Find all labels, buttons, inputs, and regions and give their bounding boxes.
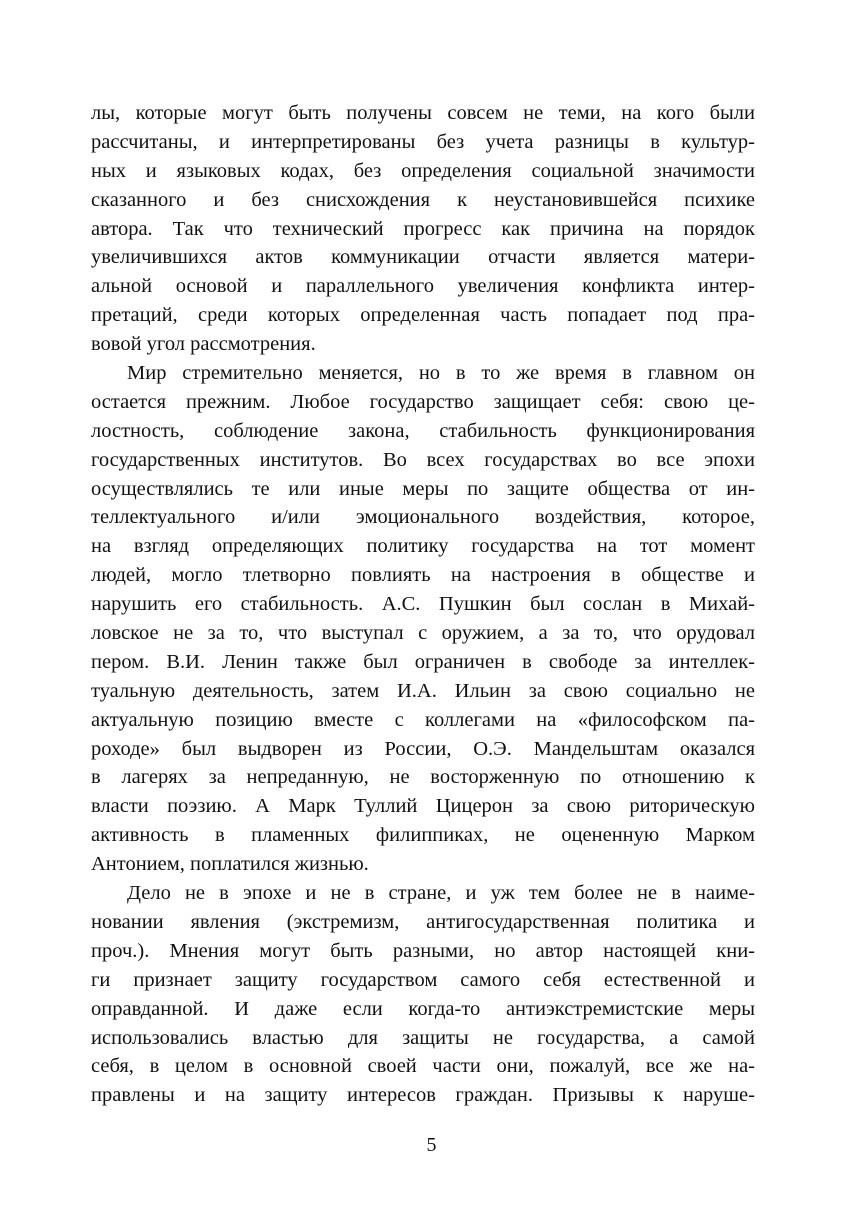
text-line: нарушить его стабильность. А.С. Пушкин был сослан в Михай- (91, 593, 755, 616)
text-line: осуществлялись те или иные меры по защите общества от ин- (91, 477, 755, 500)
text-line: ловское не за то, что выступал с оружием, а за то, что орудовал (91, 622, 755, 645)
text-line: использовались властью для защиты не государства, а самой (91, 1026, 755, 1049)
text-line: альной основой и параллельного увеличения конфликта интер- (91, 275, 755, 298)
text-line-paragraph-end: Антонием, поплатился жизнью. (91, 853, 369, 876)
text-line: туальную деятельность, затем И.А. Ильин за свою социально не (91, 679, 755, 702)
text-line: теллектуального и/или эмоционального воздействия, которое, (91, 506, 755, 529)
page-number: 5 (426, 1134, 437, 1156)
text-line-paragraph-end: вовой угол рассмотрения. (91, 333, 316, 356)
text-line: новании явления (экстремизм, антигосударственная политика и (91, 910, 755, 933)
text-line: оправданной. И даже если когда-то антиэкстремистские меры (91, 997, 755, 1020)
text-line: пером. В.И. Ленин также был ограничен в свободе за интеллек- (91, 650, 755, 673)
text-line: активность в пламенных филиппиках, не оцененную Марком (91, 824, 755, 847)
text-line: автора. Так что технический прогресс как причина на порядок (91, 217, 755, 240)
text-line: людей, могло тлетворно повлиять на настроения в обществе и (91, 564, 755, 587)
text-line: увеличившихся актов коммуникации отчасти является матери- (91, 246, 755, 269)
text-line: претаций, среди которых определенная часть попадает под пра- (91, 304, 755, 327)
text-line: власти поэзию. А Марк Туллий Цицерон за свою риторическую (91, 795, 755, 818)
text-line: в лагерях за непреданную, не восторженную по отношению к (91, 766, 755, 789)
text-line: остается прежним. Любое государство защищает себя: свою це- (91, 390, 755, 413)
body-text (91, 99, 755, 1110)
text-line: ги признает защиту государством самого себя естественной и (91, 968, 755, 991)
text-line-paragraph-start: Мир стремительно меняется, но в то же время в главном он (127, 362, 755, 385)
text-line: на взгляд определяющих политику государства на тот момент (91, 535, 755, 558)
text-line: актуальную позицию вместе с коллегами на «философском па- (91, 708, 755, 731)
text-line: государственных институтов. Во всех государствах во все эпохи (91, 448, 755, 471)
text-line: сказанного и без снисхождения к неустановившейся психике (91, 188, 755, 211)
text-line: себя, в целом в основной своей части они, пожалуй, все же на- (91, 1055, 755, 1078)
text-line: роходе» был выдворен из России, О.Э. Мандельштам оказался (91, 737, 755, 760)
text-line: проч.). Мнения могут быть разными, но автор настоящей кни- (91, 939, 755, 962)
text-line: лостность, соблюдение закона, стабильность функционирования (91, 419, 755, 442)
text-line-paragraph-start: Дело не в эпохе и не в стране, и уж тем более не в наиме- (127, 882, 755, 905)
text-line: правлены и на защиту интересов граждан. Призывы к наруше- (91, 1084, 755, 1107)
text-line: рассчитаны, и интерпретированы без учета разницы в культур- (91, 130, 755, 153)
text-line: лы, которые могут быть получены совсем не теми, на кого были (91, 102, 755, 124)
text-line: ных и языковых кодах, без определения социальной значимости (91, 159, 755, 182)
